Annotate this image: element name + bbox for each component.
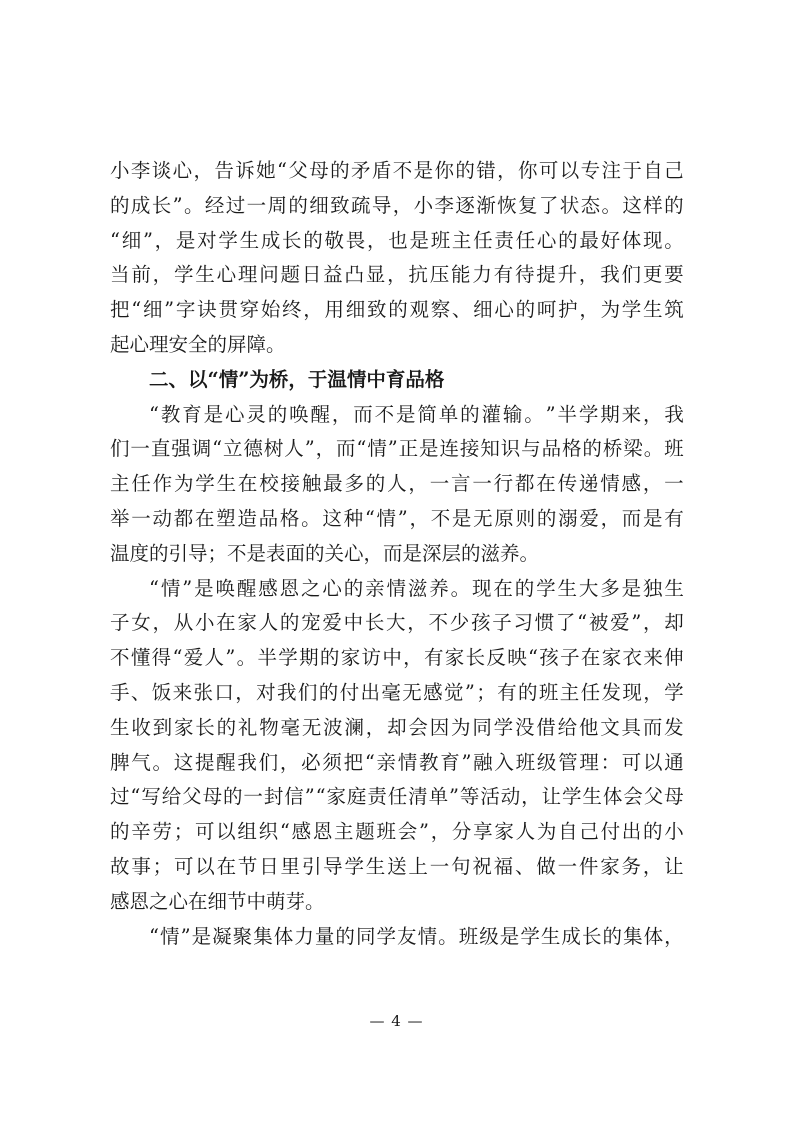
page-number: — 4 —: [369, 1012, 424, 1030]
text-line: 生 收 到 家 长 的 礼 物 毫 无 波 澜 ， 却 会 因 为 同 学 没 借 给 他 文 具 而 发: [110, 715, 684, 739]
text-line: “ 细 ” ， 是 对 学 生 成 长 的 敬 畏 ， 也 是 班 主 任 责 任 心 的 最 好 体 现 。: [110, 228, 684, 252]
text-line: 子 女 ， 从 小 在 家 人 的 宠 爱 中 长 大 ， 不 少 孩 子 习 惯 了 “ 被 爱 ” ， 却: [110, 611, 684, 635]
text-line: 手 、 饭 来 张 口 ， 对 我 们 的 付 出 毫 无 感 觉 ” ； 有 的 班 主 任 发 现 ， 学: [110, 680, 684, 704]
body-text: [110, 154, 684, 954]
text-line: 把 “ 细 ” 字 诀 贯 穿 始 终 ， 用 细 致 的 观 察 、 细 心 的 呵 护 ， 为 学 生 筑: [110, 298, 684, 322]
text-line: 故 事 ； 可 以 在 节 日 里 引 导 学 生 送 上 一 句 祝 福 、 做 一 件 家 务 ， 让: [110, 854, 684, 878]
text-line: 脾 气 。 这 提 醒 我 们 ， 必 须 把 “ 亲 情 教 育 ” 融 入 班 级 管 理 ： 可 以 通: [110, 750, 684, 774]
text-line: 的 辛 劳 ； 可 以 组 织 “ 感 恩 主 题 班 会 ” ， 分 享 家 人 为 自 己 付 出 的 小: [110, 820, 684, 844]
text-line: 温度的引导；不是表面的关心，而是深层的滋养。: [110, 541, 540, 565]
text-line: 的 成 长 ” 。 经 过 一 周 的 细 致 疏 导 ， 小 李 逐 渐 恢 复 了 状 态 。 这 样 的: [110, 193, 684, 217]
section-heading: 二、以“情”为桥，于温情中育品格: [149, 367, 445, 391]
text-line: “ 教 育 是 心 灵 的 唤 醒 ， 而 不 是 简 单 的 灌 输 。 ” 半 学 期 来 ， 我: [149, 402, 684, 426]
text-line: “ 情 ” 是 唤 醒 感 恩 之 心 的 亲 情 滋 养 。 现 在 的 学 生 大 多 是 独 生: [149, 576, 684, 600]
text-line: 们 一 直 强 调 “ 立 德 树 人 ” ， 而 “ 情 ” 正 是 连 接 知 识 与 品 格 的 桥 梁 。 班: [110, 437, 684, 461]
text-line: “ 情 ” 是 凝 聚 集 体 力 量 的 同 学 友 情 。 班 级 是 学 生 成 长 的 集 体 ，: [149, 924, 684, 948]
text-line: 感恩之心在细节中萌芽。: [110, 889, 325, 913]
text-line: 不 懂 得 “ 爱 人 ” 。 半 学 期 的 家 访 中 ， 有 家 长 反 映 “ 孩 子 在 家 衣 来 伸: [110, 646, 684, 670]
text-line: 过 “ 写 给 父 母 的 一 封 信 ” “ 家 庭 责 任 清 单 ” 等 活 动 ， 让 学 生 体 会 父 母: [110, 785, 684, 809]
text-line: 小 李 谈 心 ， 告 诉 她 “ 父 母 的 矛 盾 不 是 你 的 错 ， 你 可 以 专 注 于 自 己: [110, 159, 684, 182]
text-line: 当 前 ， 学 生 心 理 问 题 日 益 凸 显 ， 抗 压 能 力 有 待 提 升 ， 我 们 更 要: [110, 263, 684, 287]
text-line: 起心理安全的屏障。: [110, 332, 286, 356]
text-line: 举 一 动 都 在 塑 造 品 格 。 这 种 “ 情 ” ， 不 是 无 原 则 的 溺 爱 ， 而 是 有: [110, 506, 684, 530]
text-line: 主 任 作 为 学 生 在 校 接 触 最 多 的 人 ， 一 言 一 行 都 在 传 递 情 感 ， 一: [110, 472, 684, 496]
